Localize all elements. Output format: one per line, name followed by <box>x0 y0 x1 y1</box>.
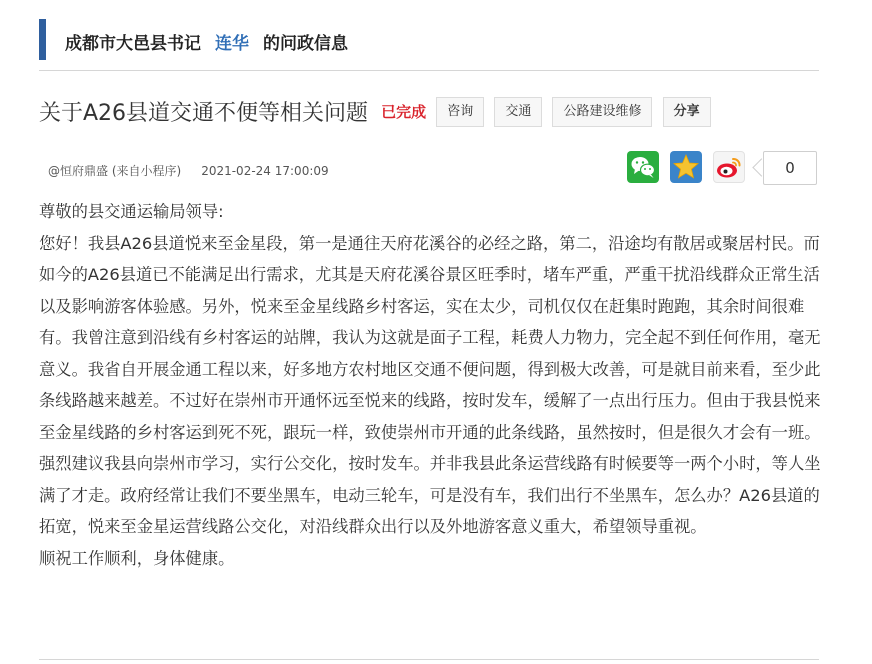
share-button[interactable]: 分享 <box>663 97 711 127</box>
like-count[interactable]: 0 <box>763 151 817 185</box>
header-divider <box>39 70 819 71</box>
header-suffix: 的问政信息 <box>263 34 348 54</box>
star-icon[interactable] <box>670 151 702 183</box>
tag-road-construction[interactable]: 公路建设维修 <box>552 97 652 127</box>
footer-divider <box>39 659 819 660</box>
greeting: 尊敬的县交通运输局领导: <box>39 202 224 221</box>
author[interactable]: @恒府鼎盛 (来自小程序) <box>48 164 182 178</box>
closing: 顺祝工作顺利，身体健康。 <box>39 548 235 568</box>
tag-consult[interactable]: 咨询 <box>436 97 484 127</box>
page-header <box>39 19 819 60</box>
header-prefix: 成都市大邑县书记 <box>65 34 201 54</box>
header-accent-bar <box>39 19 46 60</box>
wechat-icon[interactable] <box>627 151 659 183</box>
weibo-icon[interactable] <box>713 151 745 183</box>
tag-traffic[interactable]: 交通 <box>494 97 542 127</box>
header-person-link[interactable]: 连华 <box>215 34 249 54</box>
post-meta <box>48 162 329 179</box>
status-badge: 已完成 <box>381 103 427 121</box>
body-text: 您好！我县A26县道悦来至金星段，第一是通往天府花溪谷的必经之路，第二，沿途均有散居或聚居村民。而如今的A26县道已不能满足出行需求，尤其是天府花溪谷景区旺季时，堵车严重，严重干扰沿线群众正常生活以及影响游客体验感。另外，悦来至金星线路乡村客运，实在太少，司机仅仅在赶集时跑跑，其余时间很难有。我曾注意到沿线有乡村客运的站牌，我认为这就是面子工程，耗费人力物力，完全起不到任何作用，毫无意义。我省自开展金通工程以来，好多地方农村地区交通不便问题，得到极大改善，可是就目前来看，至少此条线路越来越差。不过好在崇州市开通怀远至悦来的线路，按时发车，缓解了一点出行压力。但由于我县悦来至金星线路的乡村客运到死不死，跟玩一样，致使崇州市开通的此条线路，虽然按时，但是很久才会有一班。强烈建议我县向崇州市学习，实行公交化，按时发车。并非我县此条运营线路有时候要等一两个小时，等人坐满了才走。政府经常让我们不要坐黑车，电动三轮车，可是没有车，我们出行不坐黑车，怎么办？A26县道的拓宽，悦来至金星运营线路公交化，对沿线群众出行以及外地游客意义重大，希望领导重视。 <box>39 233 821 536</box>
post-title: 关于A26县道交通不便等相关问题 <box>39 101 369 126</box>
header-title <box>65 29 348 54</box>
post-title-row <box>39 96 711 130</box>
post-date: 2021-02-24 17:00:09 <box>201 164 329 178</box>
post-content <box>39 196 821 574</box>
